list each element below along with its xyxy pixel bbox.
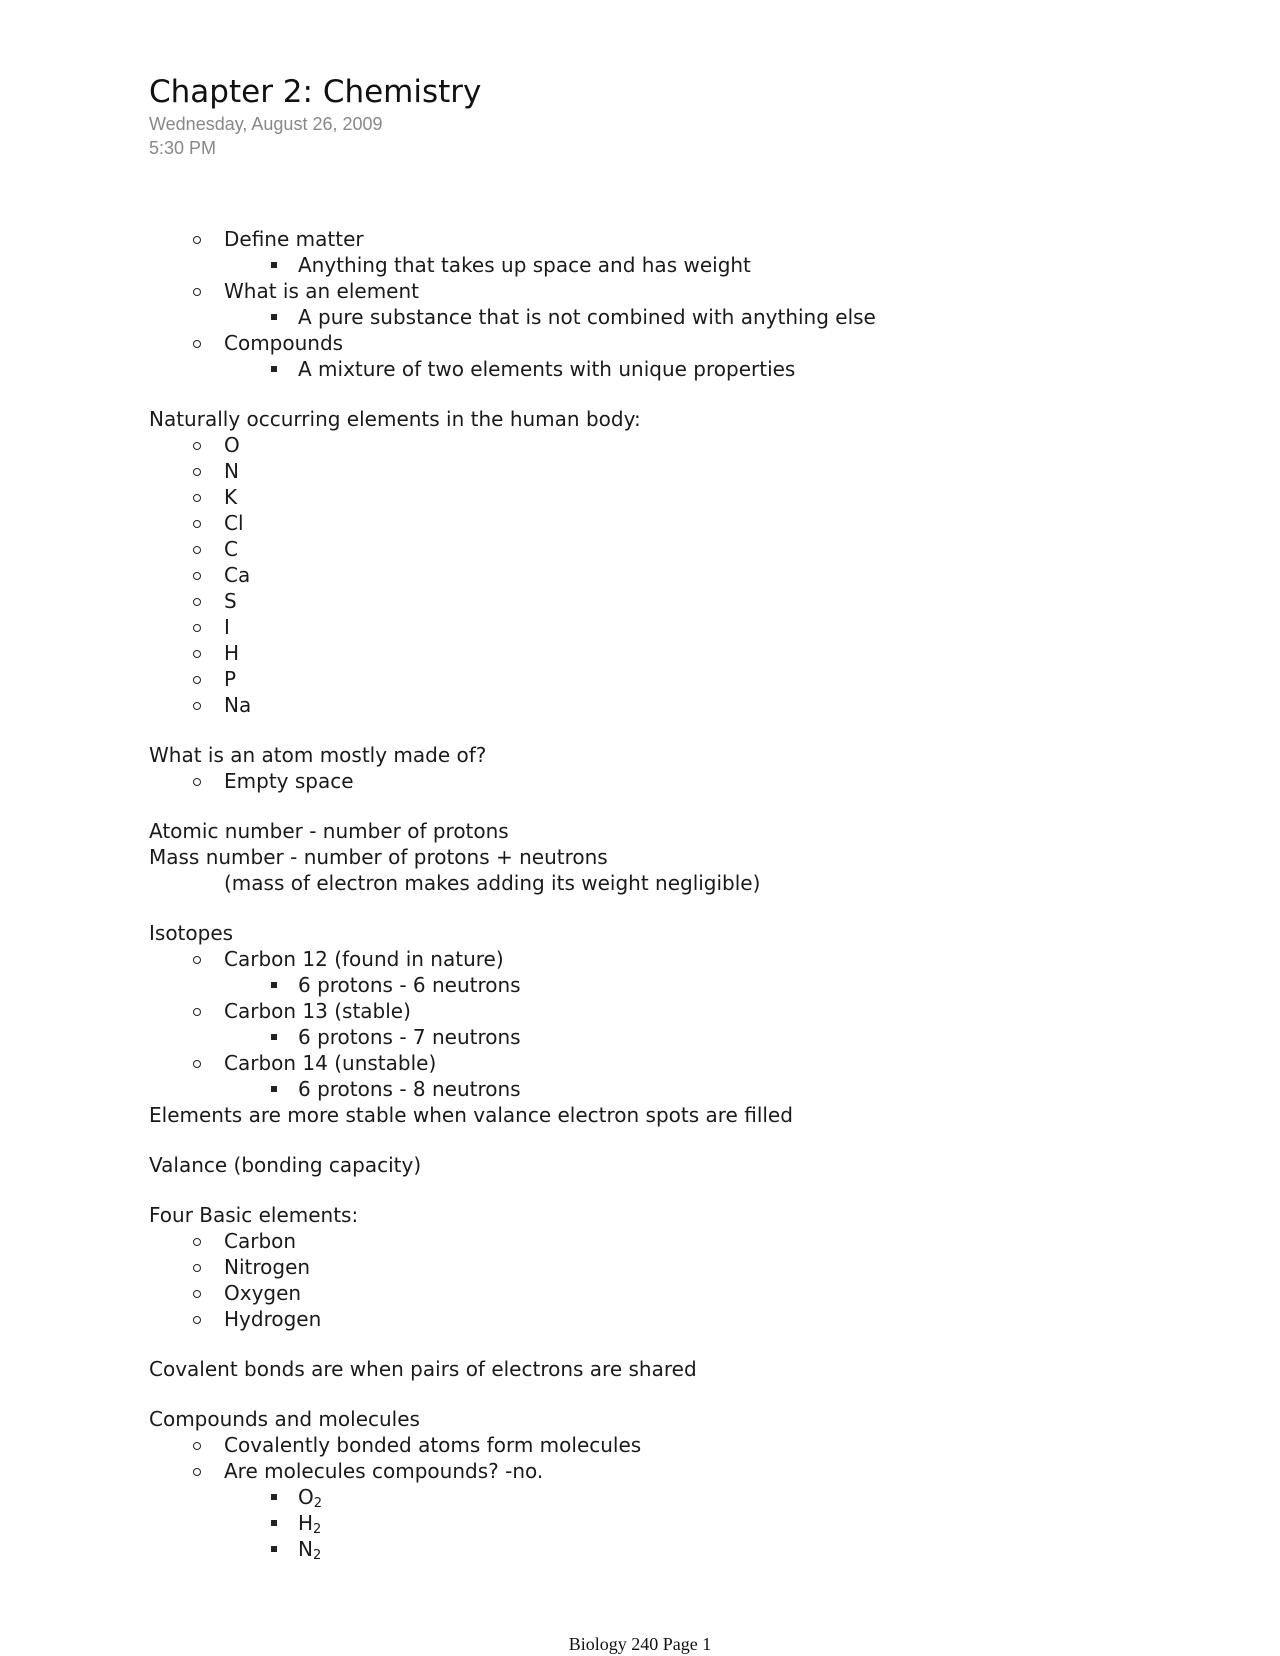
formula-symbol: N	[298, 1537, 313, 1561]
list-item: Nitrogen	[149, 1254, 1149, 1280]
list-subitem: A mixture of two elements with unique properties	[149, 356, 1149, 382]
formula-symbol: O	[298, 1485, 314, 1509]
list-item: What is an element	[149, 278, 1149, 304]
note-date: Wednesday, August 26, 2009	[149, 114, 383, 134]
list-subitem: 6 protons - 6 neutrons	[149, 972, 1149, 998]
valance-line: Valance (bonding capacity)	[149, 1153, 422, 1177]
list-item: Are molecules compounds? -no.	[149, 1458, 1149, 1484]
four-basic-heading: Four Basic elements:	[149, 1203, 359, 1227]
list-subitem: 6 protons - 8 neutrons	[149, 1076, 1149, 1102]
note-content	[149, 226, 1149, 1562]
list-item: Covalently bonded atoms form molecules	[149, 1432, 1149, 1458]
atomic-number-line: Atomic number - number of protons	[149, 819, 509, 843]
list-item: Na	[149, 692, 1149, 718]
formula-symbol: H	[298, 1511, 314, 1535]
list-item: N	[149, 458, 1149, 484]
list-item: Hydrogen	[149, 1306, 1149, 1332]
body-elements-heading: Naturally occurring elements in the human body:	[149, 407, 641, 431]
list-item: Ca	[149, 562, 1149, 588]
compounds-molecules-heading: Compounds and molecules	[149, 1407, 420, 1431]
list-item: Empty space	[149, 768, 1149, 794]
formula-subscript: 2	[313, 1496, 323, 1511]
list-subitem	[149, 1510, 1149, 1536]
atom-question: What is an atom mostly made of?	[149, 743, 487, 767]
list-item: Define matter	[149, 226, 1149, 252]
list-item: S	[149, 588, 1149, 614]
list-subitem: Anything that takes up space and has weight	[149, 252, 1149, 278]
list-subitem	[149, 1536, 1149, 1562]
list-item: Carbon 13 (stable)	[149, 998, 1149, 1024]
formula-subscript: 2	[313, 1522, 322, 1537]
note-page	[149, 72, 1149, 1562]
list-item: Carbon 12 (found in nature)	[149, 946, 1149, 972]
list-item: K	[149, 484, 1149, 510]
list-item: P	[149, 666, 1149, 692]
list-item: Carbon 14 (unstable)	[149, 1050, 1149, 1076]
covalent-line: Covalent bonds are when pairs of electrons are shared	[149, 1357, 697, 1381]
mass-number-line: Mass number - number of protons + neutrons	[149, 845, 608, 869]
list-item: Compounds	[149, 330, 1149, 356]
list-subitem	[149, 1484, 1149, 1510]
stability-line: Elements are more stable when valance electron spots are filled	[149, 1103, 793, 1127]
list-item: Oxygen	[149, 1280, 1149, 1306]
isotopes-heading: Isotopes	[149, 921, 234, 945]
list-item: O	[149, 432, 1149, 458]
list-item: Carbon	[149, 1228, 1149, 1254]
mass-note: (mass of electron makes adding its weight negligible)	[224, 871, 761, 895]
formula-subscript: 2	[312, 1548, 322, 1563]
list-item: C	[149, 536, 1149, 562]
page-footer: Biology 240 Page 1	[568, 1634, 712, 1654]
list-subitem: A pure substance that is not combined with anything else	[149, 304, 1149, 330]
list-item: Cl	[149, 510, 1149, 536]
page-title: Chapter 2: Chemistry	[149, 74, 482, 110]
list-subitem: 6 protons - 7 neutrons	[149, 1024, 1149, 1050]
list-item: I	[149, 614, 1149, 640]
list-item: H	[149, 640, 1149, 666]
note-time: 5:30 PM	[149, 138, 217, 158]
